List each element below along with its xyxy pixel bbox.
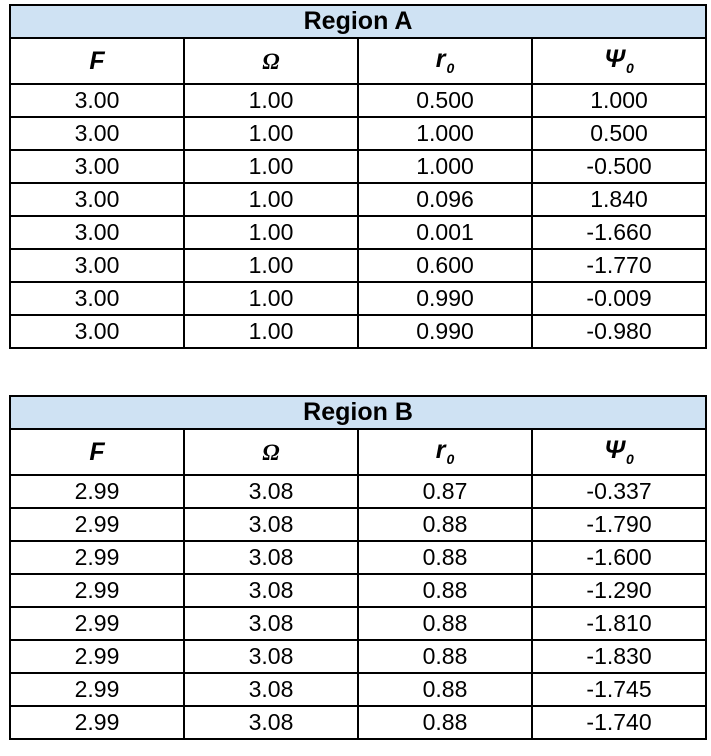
- table-row: [10, 216, 706, 249]
- cell-r0: 0.87: [358, 475, 532, 508]
- cell-omega: 1.00: [184, 216, 358, 249]
- table-row: [10, 249, 706, 282]
- cell-omega: 3.08: [184, 541, 358, 574]
- table-row: [10, 508, 706, 541]
- cell-omega: 1.00: [184, 117, 358, 150]
- cell-r0: 0.88: [358, 508, 532, 541]
- cell-r0: 0.88: [358, 640, 532, 673]
- cell-omega: 3.08: [184, 607, 358, 640]
- cell-f: 2.99: [10, 508, 184, 541]
- cell-omega: 3.08: [184, 706, 358, 739]
- cell-r0: 1.000: [358, 117, 532, 150]
- cell-psi0: -1.790: [532, 508, 706, 541]
- column-header-psi0: $\Psi_0$: [532, 429, 706, 475]
- cell-omega: 1.00: [184, 150, 358, 183]
- cell-psi0: -1.660: [532, 216, 706, 249]
- cell-f: 3.00: [10, 216, 184, 249]
- column-header-omega: Ω: [184, 38, 358, 84]
- cell-psi0: 1.840: [532, 183, 706, 216]
- cell-r0: 0.88: [358, 673, 532, 706]
- table-row: [10, 706, 706, 739]
- cell-f: 3.00: [10, 315, 184, 348]
- cell-f: 3.00: [10, 183, 184, 216]
- cell-r0: 0.88: [358, 706, 532, 739]
- table-row: [10, 315, 706, 348]
- table-row: [10, 282, 706, 315]
- table-title: Region A: [10, 5, 706, 38]
- cell-r0: 0.500: [358, 84, 532, 117]
- cell-r0: 1.000: [358, 150, 532, 183]
- column-header-row: [10, 429, 706, 475]
- cell-f: 2.99: [10, 706, 184, 739]
- cell-psi0: 1.000: [532, 84, 706, 117]
- cell-psi0: -1.770: [532, 249, 706, 282]
- cell-f: 3.00: [10, 249, 184, 282]
- table-row: [10, 183, 706, 216]
- cell-f: 3.00: [10, 282, 184, 315]
- column-header-f: F: [10, 429, 184, 475]
- table-row: [10, 150, 706, 183]
- region-b-table: [9, 395, 707, 740]
- column-header-r0: $r_0$: [358, 429, 532, 475]
- cell-f: 2.99: [10, 673, 184, 706]
- table-row: [10, 640, 706, 673]
- cell-psi0: -1.810: [532, 607, 706, 640]
- cell-psi0: -1.745: [532, 673, 706, 706]
- cell-omega: 3.08: [184, 475, 358, 508]
- cell-r0: 0.096: [358, 183, 532, 216]
- cell-r0: 0.88: [358, 574, 532, 607]
- cell-f: 2.99: [10, 475, 184, 508]
- cell-omega: 3.08: [184, 508, 358, 541]
- region-a-table: [9, 4, 707, 349]
- cell-f: 3.00: [10, 150, 184, 183]
- column-header-f: F: [10, 38, 184, 84]
- cell-f: 2.99: [10, 640, 184, 673]
- table-row: [10, 574, 706, 607]
- cell-psi0: -0.337: [532, 475, 706, 508]
- table-row: [10, 673, 706, 706]
- cell-omega: 3.08: [184, 673, 358, 706]
- cell-r0: 0.990: [358, 315, 532, 348]
- cell-psi0: -0.500: [532, 150, 706, 183]
- cell-omega: 1.00: [184, 315, 358, 348]
- cell-omega: 3.08: [184, 574, 358, 607]
- column-header-row: [10, 38, 706, 84]
- cell-psi0: -1.290: [532, 574, 706, 607]
- cell-omega: 1.00: [184, 249, 358, 282]
- table-row: [10, 117, 706, 150]
- cell-psi0: -0.009: [532, 282, 706, 315]
- cell-f: 2.99: [10, 607, 184, 640]
- column-header-r0: $r_0$: [358, 38, 532, 84]
- cell-psi0: -1.740: [532, 706, 706, 739]
- table-title-row: [10, 5, 706, 38]
- cell-omega: 1.00: [184, 84, 358, 117]
- table-row: [10, 541, 706, 574]
- table-row: [10, 84, 706, 117]
- column-header-omega: Ω: [184, 429, 358, 475]
- column-header-psi0: $\Psi_0$: [532, 38, 706, 84]
- cell-r0: 0.990: [358, 282, 532, 315]
- table-row: [10, 607, 706, 640]
- cell-omega: 3.08: [184, 640, 358, 673]
- cell-psi0: -1.830: [532, 640, 706, 673]
- cell-r0: 0.600: [358, 249, 532, 282]
- cell-psi0: -0.980: [532, 315, 706, 348]
- cell-r0: 0.001: [358, 216, 532, 249]
- cell-omega: 1.00: [184, 183, 358, 216]
- cell-psi0: 0.500: [532, 117, 706, 150]
- cell-f: 3.00: [10, 117, 184, 150]
- cell-f: 2.99: [10, 574, 184, 607]
- cell-f: 2.99: [10, 541, 184, 574]
- table-title: Region B: [10, 396, 706, 429]
- cell-r0: 0.88: [358, 607, 532, 640]
- table-row: [10, 475, 706, 508]
- table-title-row: [10, 396, 706, 429]
- cell-psi0: -1.600: [532, 541, 706, 574]
- cell-omega: 1.00: [184, 282, 358, 315]
- cell-r0: 0.88: [358, 541, 532, 574]
- cell-f: 3.00: [10, 84, 184, 117]
